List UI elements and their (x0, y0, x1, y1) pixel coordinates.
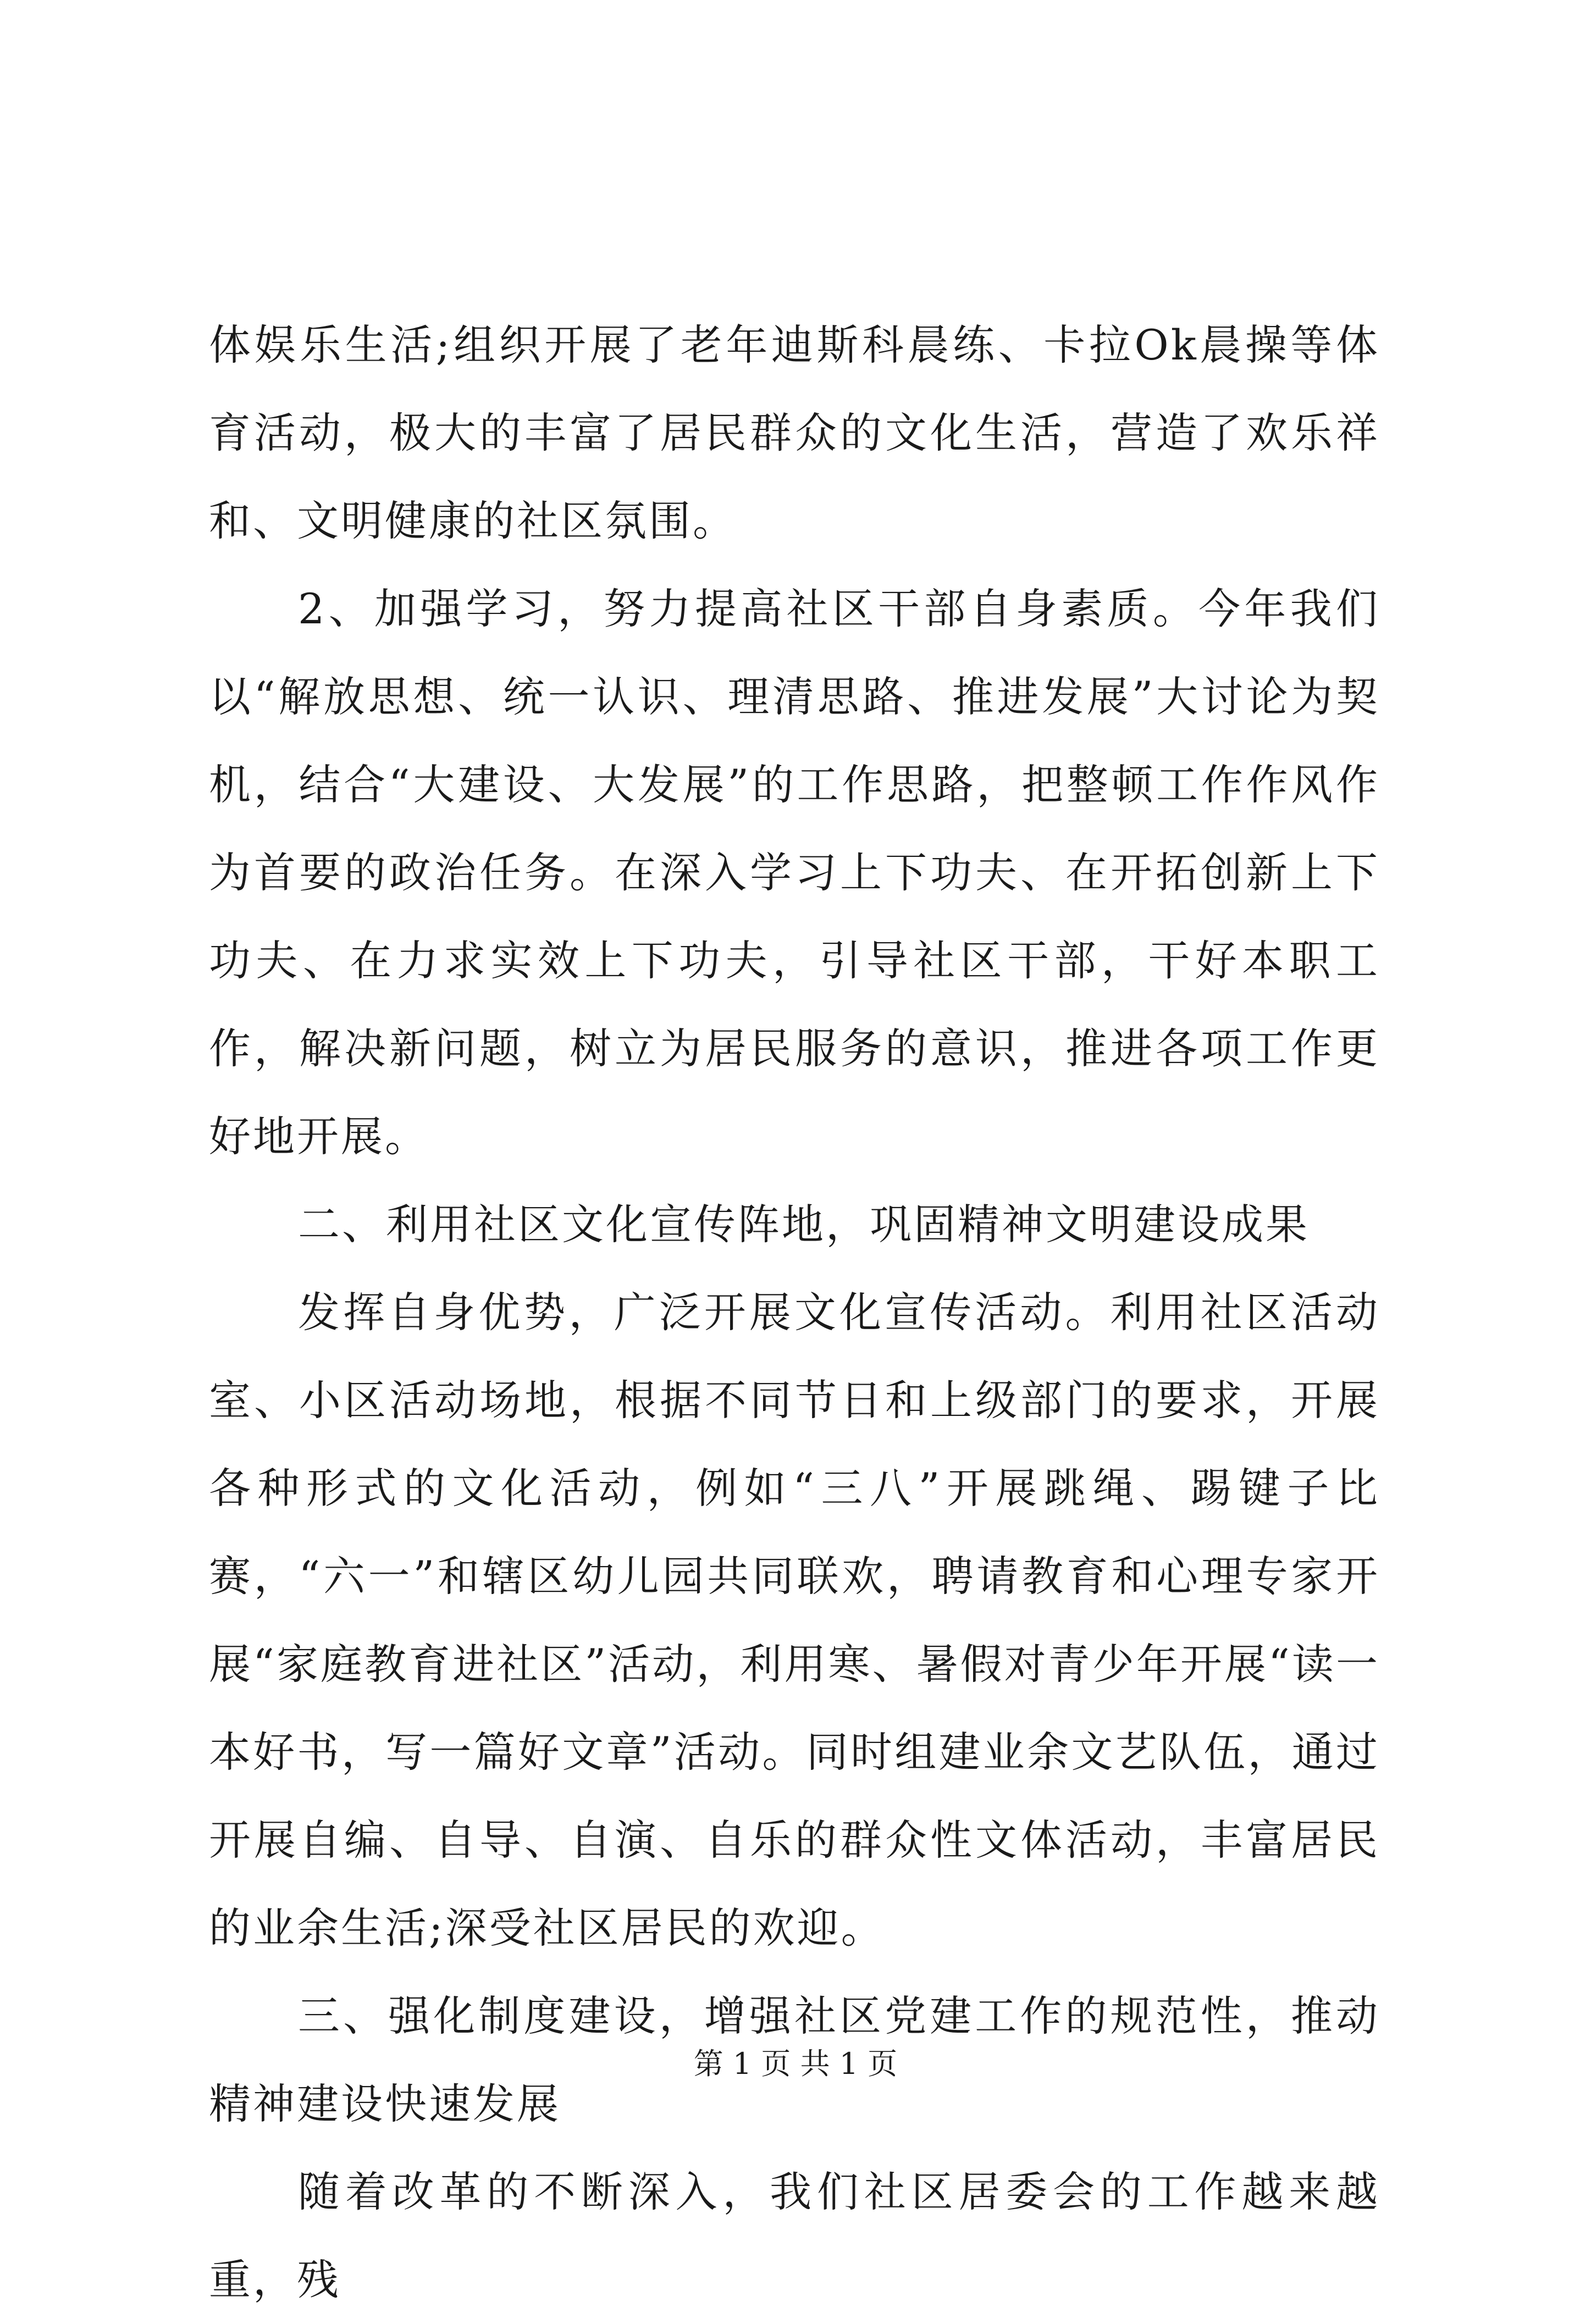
paragraph-4: 随着改革的不断深入，我们社区居委会的工作越来越重，残 (209, 2167, 1380, 2304)
document-body (209, 301, 1380, 2324)
section-heading-2: 二、利用社区文化宣传阵地，巩固精神文明建设成果 (298, 1200, 1310, 1249)
paragraph-2: 2、加强学习，努力提高社区干部自身素质。今年我们以“解放思想、统一认识、理清思路、推进发展”大讨论为契机，结合“大建设、大发展”的工作思路，把整顿工作作风作为首要的政治任务。在深入学习上下功夫、在开拓创新上下功夫、在力求实效上下功夫，引导社区干部，干好本职工作，解决新问题，树立为居民服务的意识，推进各项工作更好地开展。 (209, 584, 1380, 1161)
paragraph-1: 体娱乐生活;组织开展了老年迪斯科晨练、卡拉Ok晨操等体育活动，极大的丰富了居民群众的文化生活，营造了欢乐祥和、文明健康的社区氛围。 (209, 320, 1380, 545)
page-footer: 第 1 页 共 1 页 (693, 2046, 898, 2081)
section-heading-3: 三、强化制度建设，增强社区党建工作的规范性，推动精神建设快速发展 (209, 1991, 1380, 2128)
paragraph-3: 发挥自身优势，广泛开展文化宣传活动。利用社区活动室、小区活动场地，根据不同节日和上级部门的要求，开展各种形式的文化活动，例如“三八”开展跳绳、踢键子比赛，“六一”和辖区幼儿园共同联欢，聘请教育和心理专家开展“家庭教育进社区”活动，利用寒、暑假对青少年开展“读一本好书，写一篇好文章”活动。同时组建业余文艺队伍，通过开展自编、自导、自演、自乐的群众性文体活动，丰富居民的业余生活;深受社区居民的欢迎。 (209, 1288, 1380, 1952)
